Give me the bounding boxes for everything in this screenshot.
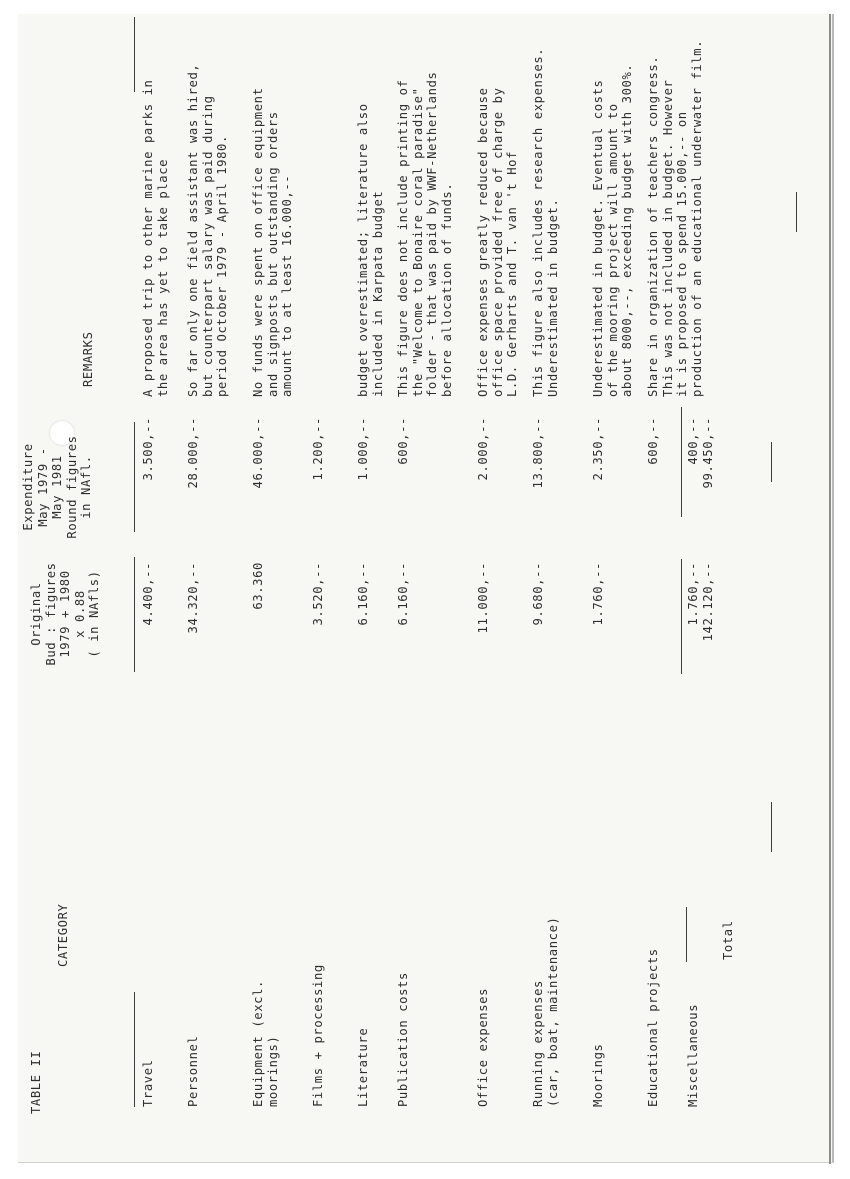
category-header: CATEGORY: [56, 903, 70, 967]
category-line: Equipment (excl.: [251, 980, 265, 1107]
category-cell: [476, 988, 491, 1107]
category-cell: [591, 1044, 606, 1108]
budget-cell: 6.160,--: [356, 562, 370, 626]
category-cell: [186, 1036, 201, 1107]
remarks-header: REMARKS: [81, 331, 95, 387]
budget-cell: 9.680,--: [531, 562, 545, 626]
remarks-cell: [531, 48, 560, 397]
category-cell: [531, 917, 560, 1108]
budget-rule: [134, 557, 135, 672]
remark-line: So far only one field assistant was hired,: [186, 63, 200, 397]
remarks-mark-2: [686, 907, 687, 962]
remark-line: included in Karpata budget: [370, 190, 385, 397]
category-cell: [311, 964, 326, 1107]
expenditure-cell: 1.200,--: [311, 417, 325, 481]
expenditure-cell: 600,--: [396, 417, 410, 465]
expenditure-cell: 2.350,--: [591, 417, 605, 481]
category-rule: [134, 992, 135, 1107]
category-line: Personnel: [186, 1035, 200, 1107]
remark-line: No funds were spent on office equipment: [251, 87, 265, 397]
budget-cell: 11.000,--: [476, 562, 490, 634]
expenditure-cell: 400,--: [686, 417, 700, 465]
remark-line: before allocation of funds.: [439, 182, 454, 397]
remarks-cell: [591, 64, 635, 397]
budget-cell: 4.400,--: [141, 562, 155, 626]
rotated-table: [21, 2, 829, 1162]
budget-total-rule: [681, 559, 682, 674]
remark-line: budget overestimated; literature also: [356, 103, 370, 397]
expenditure-cell: 13.800,--: [531, 417, 545, 489]
total-label: Total: [721, 920, 735, 960]
expenditure-cell: 600,--: [646, 417, 660, 465]
remarks-cell: [251, 87, 295, 397]
expenditure-cell: 46.000,--: [251, 417, 265, 489]
expenditure-total-rule: [681, 407, 682, 517]
remark-line: and signposts but outstanding orders: [265, 111, 280, 397]
remarks-rule: [134, 17, 135, 92]
remark-line: folder - that was paid by WWF-Netherlands: [425, 71, 440, 397]
remarks-cell: [396, 72, 454, 397]
category-line: (car, boat, maintenance): [545, 916, 560, 1107]
category-line: Moorings: [591, 1043, 605, 1107]
category-line: moorings): [265, 1035, 280, 1107]
remark-line: it is proposed to spend 15.000,-- on: [675, 111, 690, 397]
category-cell: [396, 972, 411, 1107]
budget-cell: 63.360: [251, 562, 265, 610]
category-cell: [686, 1004, 701, 1107]
category-line: Publication costs: [396, 972, 410, 1107]
remark-line: Underestimated in budget.: [545, 198, 560, 397]
expenditure-cell: 2.000,--: [476, 417, 490, 481]
category-line: Travel: [141, 1059, 155, 1107]
category-cell: [356, 1028, 371, 1107]
remark-line: A proposed trip to other marine parks in: [141, 79, 155, 397]
expenditure-cell: 28.000,--: [186, 417, 200, 489]
remark-line: This figure does not include printing of: [396, 79, 410, 397]
total-budget: 142.120,--: [701, 562, 715, 642]
budget-cell: 1.760,--: [591, 562, 605, 626]
expenditure-header: Expenditure May 1979 - May 1981 Round figures in NAfl.: [21, 435, 94, 539]
remarks-mark-1: [771, 802, 772, 852]
remarks-mark-3: [771, 442, 772, 482]
remark-line: This figure also includes research expenses.: [531, 47, 545, 397]
remarks-cell: [646, 40, 704, 397]
remarks-cell: [186, 64, 230, 397]
budget-cell: 3.520,--: [311, 562, 325, 626]
remark-line: L.D. Gerharts and T. van 't Hof: [505, 150, 520, 397]
category-line: Running expenses: [531, 980, 545, 1107]
remark-line: period October 1979 - April 1980.: [215, 135, 230, 397]
remark-line: the "Welcome to Bonaire coral paradise": [410, 87, 425, 397]
budget-cell: 1.760,--: [686, 562, 700, 626]
expenditure-rule: [134, 422, 135, 532]
remarks-cell: [141, 80, 170, 398]
category-cell: [141, 1059, 156, 1107]
remarks-mark-4: [796, 192, 797, 232]
remark-line: about 8000,--, exceeding budget with 300%.: [620, 63, 635, 397]
remark-line: Office expenses greatly reduced because: [476, 87, 490, 397]
remark-line: production of an educational underwater film.: [689, 39, 704, 397]
remark-line: amount to at least 16.000,--: [280, 174, 295, 397]
remarks-cell: [356, 103, 385, 397]
category-cell: [251, 980, 280, 1107]
remark-line: Share in organization of teachers congress.: [646, 55, 660, 397]
table-title: TABLE II: [29, 1050, 43, 1114]
category-line: Office expenses: [476, 987, 490, 1107]
remarks-cell: [476, 87, 520, 397]
expenditure-cell: 1.000,--: [356, 417, 370, 481]
remark-line: office space provided free of charge by: [490, 87, 505, 397]
remark-line: of the mooring project will amount to: [605, 103, 620, 397]
budget-cell: 34.320,--: [186, 562, 200, 634]
category-cell: [646, 948, 661, 1107]
category-line: Educational projects: [646, 948, 660, 1107]
category-line: Literature: [356, 1027, 370, 1107]
budget-cell: 6.160,--: [396, 562, 410, 626]
budget-header: Original Bud : figures 1979 + 1980 x 0.88 ( in NAfls): [29, 562, 102, 666]
remark-line: but counterpart salary was paid during: [200, 95, 215, 397]
remark-line: Underestimated in budget. Eventual costs: [591, 79, 605, 397]
category-line: Miscellaneous: [686, 1003, 700, 1107]
remark-line: the area has yet to take place: [155, 158, 170, 397]
page-edge: [829, 14, 831, 1164]
expenditure-cell: 3.500,--: [141, 417, 155, 481]
remark-line: This was not included in budget. However: [660, 79, 675, 397]
category-line: Films + processing: [311, 964, 325, 1107]
total-expenditure: 99.450,--: [701, 417, 715, 489]
